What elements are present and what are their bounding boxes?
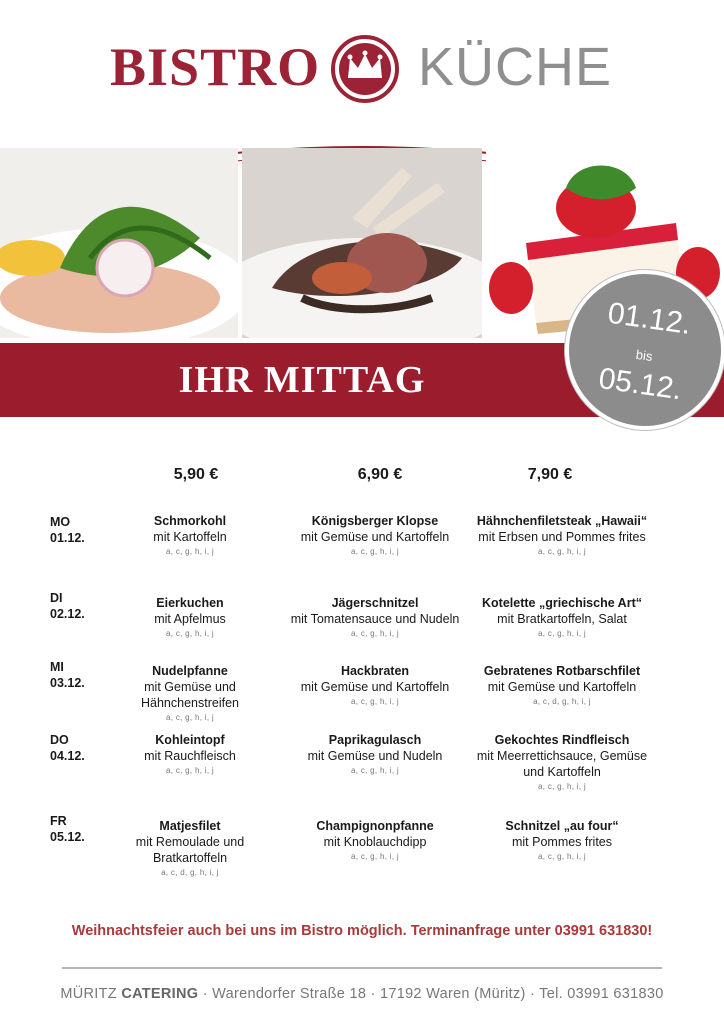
dish-name: Gebratenes Rotbarschfilet xyxy=(483,664,641,678)
dish-name: Champignonpfanne xyxy=(316,819,434,833)
date-to: 05.12. xyxy=(596,362,684,407)
day-label-di xyxy=(50,590,85,622)
price-column-2: 6,90 € xyxy=(357,466,403,483)
dish-allergens: a, c, g, h, i, j xyxy=(351,629,399,638)
dish-description: mit Gemüse und Kartoffeln xyxy=(300,680,450,694)
dish-name: Matjesfilet xyxy=(159,819,221,833)
dish-mi-1 xyxy=(90,663,290,725)
dish-name: Paprikagulasch xyxy=(328,733,422,747)
day-name: MO xyxy=(50,515,71,529)
day-date: 05.12. xyxy=(50,830,85,844)
dish-name: Kotelette „griechische Art“ xyxy=(482,596,642,610)
dish-description: mit Pommes frites xyxy=(511,835,612,849)
dish-description: mit Bratkartoffeln, Salat xyxy=(497,612,627,626)
dish-mi-2 xyxy=(270,663,480,709)
footer-address xyxy=(0,986,724,1002)
dish-name: Schnitzel „au four“ xyxy=(505,819,619,833)
dish-name: Königsberger Klopse xyxy=(311,514,439,528)
dish-allergens: a, c, g, h, i, j xyxy=(538,629,586,638)
price-column-3: 7,90 € xyxy=(527,466,573,483)
dish-allergens: a, c, g, h, i, j xyxy=(166,766,214,775)
day-label-do xyxy=(50,732,85,764)
dish-allergens: a, c, g, h, i, j xyxy=(351,852,399,861)
footer-divider xyxy=(62,967,662,969)
dish-name: Nudelpfanne xyxy=(152,664,228,678)
dish-description: mit Knoblauchdipp xyxy=(323,835,427,849)
dish-di-1 xyxy=(90,595,290,641)
dish-allergens: a, c, g, h, i, j xyxy=(166,629,214,638)
day-label-mi xyxy=(50,659,85,691)
dish-mo-3 xyxy=(462,513,662,559)
dish-allergens: a, c, g, h, i, j xyxy=(166,713,214,722)
dish-description: mit Rauchfleisch xyxy=(144,749,236,763)
dish-fr-1 xyxy=(90,818,290,880)
footer-address-text: · Warendorfer Straße 18 · 17192 Waren (Müritz) · Tel. 03991 631830 xyxy=(198,986,664,1002)
day-label-mo xyxy=(50,514,85,546)
day-name: MI xyxy=(50,660,64,674)
day-name: DO xyxy=(50,733,69,747)
dish-name: Hähnchenfiletsteak „Hawaii“ xyxy=(476,514,648,528)
logo xyxy=(0,28,724,108)
dish-description: mit Remoulade und Bratkartoffeln xyxy=(135,835,245,865)
footer-brand-light: MÜRITZ xyxy=(60,986,117,1002)
day-name: FR xyxy=(50,814,67,828)
dish-description: mit Gemüse und Hähnchenstreifen xyxy=(141,680,239,710)
day-name: DI xyxy=(50,591,63,605)
dish-di-2 xyxy=(270,595,480,641)
dish-allergens: a, c, g, h, i, j xyxy=(538,782,586,791)
dish-di-3 xyxy=(462,595,662,641)
dish-mi-3 xyxy=(462,663,662,709)
price-column-1: 5,90 € xyxy=(173,466,219,483)
dish-name: Hackbraten xyxy=(340,664,410,678)
dish-allergens: a, c, g, h, i, j xyxy=(538,852,586,861)
day-label-fr xyxy=(50,813,85,845)
dish-mo-2 xyxy=(270,513,480,559)
dish-name: Schmorkohl xyxy=(153,514,227,528)
dish-name: Kohleintopf xyxy=(155,733,225,747)
dish-allergens: a, c, g, h, i, j xyxy=(351,697,399,706)
dish-allergens: a, c, g, h, i, j xyxy=(538,547,586,556)
logo-word-kueche: KÜCHE xyxy=(418,37,613,97)
crown-icon xyxy=(330,34,400,104)
dish-description: mit Kartoffeln xyxy=(153,530,227,544)
dish-allergens: a, c, g, h, i, j xyxy=(351,766,399,775)
dish-do-3 xyxy=(462,732,662,794)
event-notice: Weihnachtsfeier auch bei uns im Bistro möglich. Terminanfrage unter 03991 631830! xyxy=(71,923,653,939)
day-date: 02.12. xyxy=(50,607,85,621)
dish-description: mit Tomatensauce und Nudeln xyxy=(290,612,460,626)
date-to-label: bis xyxy=(634,346,654,365)
dish-name: Jägerschnitzel xyxy=(331,596,419,610)
dish-description: mit Apfelmus xyxy=(154,612,226,626)
day-date: 04.12. xyxy=(50,749,85,763)
dish-allergens: a, c, d, g, h, i, j xyxy=(161,868,219,877)
dish-fr-3 xyxy=(462,818,662,864)
dish-description: mit Gemüse und Kartoffeln xyxy=(487,680,637,694)
dish-description: mit Meerrettichsauce, Gemüse und Kartoffeln xyxy=(476,749,648,779)
photo-carpaccio xyxy=(0,148,238,338)
dish-name: Eierkuchen xyxy=(156,596,224,610)
dish-fr-2 xyxy=(270,818,480,864)
dish-description: mit Gemüse und Kartoffeln xyxy=(300,530,450,544)
photo-lamb-rack xyxy=(242,148,482,338)
dish-allergens: a, c, g, h, i, j xyxy=(166,547,214,556)
dish-allergens: a, c, d, g, h, i, j xyxy=(533,697,591,706)
dish-mo-1 xyxy=(90,513,290,559)
date-from: 01.12. xyxy=(605,296,693,341)
dish-description: mit Erbsen und Pommes frites xyxy=(478,530,646,544)
dish-do-1 xyxy=(90,732,290,778)
dish-description: mit Gemüse und Nudeln xyxy=(307,749,443,763)
footer-brand-bold: CATERING xyxy=(121,986,199,1002)
logo-word-bistro: BISTRO xyxy=(110,37,321,97)
dish-allergens: a, c, g, h, i, j xyxy=(351,547,399,556)
dish-name: Gekochtes Rindfleisch xyxy=(494,733,630,747)
page-title: IHR MITTAG xyxy=(178,359,426,401)
dish-do-2 xyxy=(270,732,480,778)
day-date: 01.12. xyxy=(50,531,85,545)
day-date: 03.12. xyxy=(50,676,85,690)
